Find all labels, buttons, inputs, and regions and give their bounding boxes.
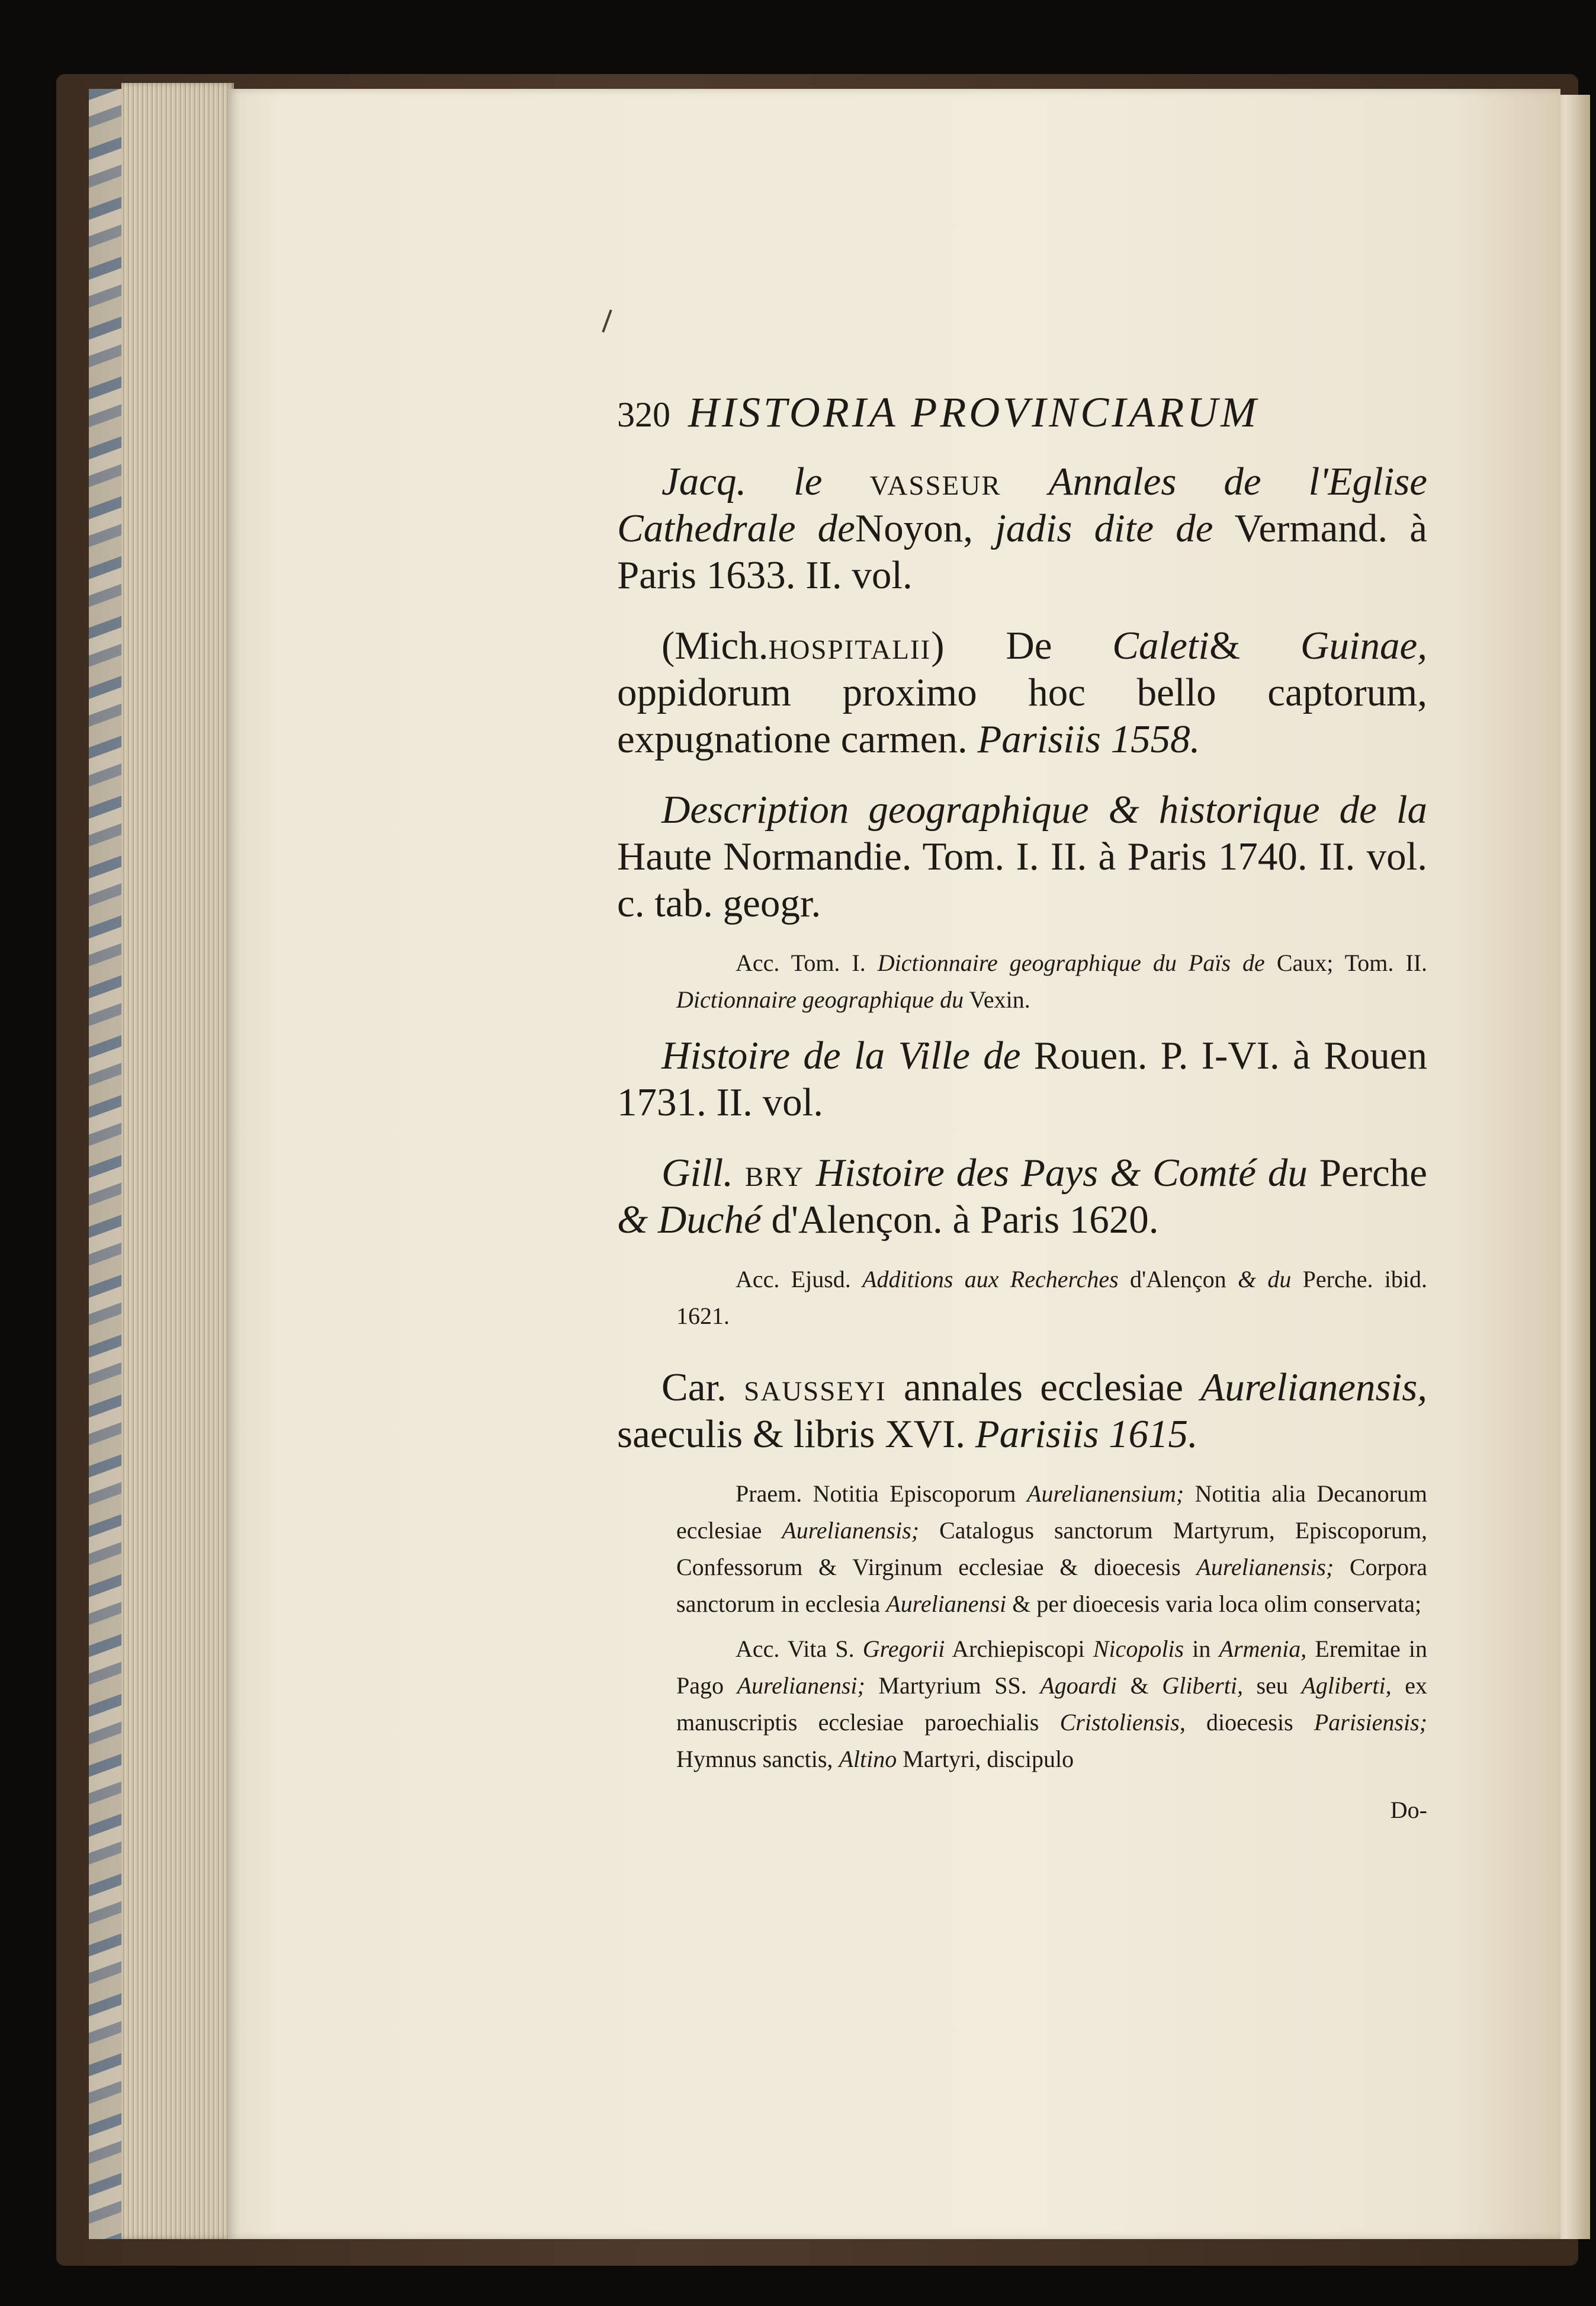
entry-hospitalii: (Mich.hospitalii) De Caleti& Guinae, oppidorum proximo hoc bello captorum, expugnatione carmen. Parisiis 1558. <box>617 624 1427 761</box>
entry-vasseur: Jacq. le vasseur Annales de l'Eglise Cathedrale deNoyon, jadis dite de Vermand. à Paris 1633. II. vol. <box>617 460 1428 597</box>
ink-mark <box>602 310 612 333</box>
entry-bry: Gill. bry Histoire des Pays & Comté du Perche & Duché d'Alençon. à Paris 1620. <box>617 1151 1428 1242</box>
page-text <box>617 391 1427 1829</box>
page-edges <box>121 83 234 2239</box>
catchword: Do- <box>1390 1797 1427 1823</box>
note-vita: Acc. Vita S. Gregorii Archiepiscopi Nicopolis in Armenia, Eremitae in Pago Aurelianensi; Martyrium SS. Agoardi & Gliberti, seu Agliberti, ex manuscriptis ecclesiae paroechialis Cristoliensis, dioecesis Parisiensis; Hymnus sanctis, Altino Martyri, discipulo <box>676 1635 1428 1772</box>
note-normandie: Acc. Tom. I. Dictionnaire geographique du Païs de Caux; Tom. II. Dictionnaire geographique du Vexin. <box>676 950 1428 1013</box>
entry-histoire-rouen: Histoire de la Ville de Rouen. P. I-VI. à Rouen 1731. II. vol. <box>617 1034 1428 1124</box>
page-number: 320 <box>617 395 670 434</box>
entry-sausseyi: Car. sausseyi annales ecclesiae Aurelianensis, saeculis & libris XVI. Parisiis 1615. <box>617 1365 1428 1456</box>
note-praem: Praem. Notitia Episcoporum Aurelianensium; Notitia alia Decanorum ecclesiae Aurelianensis; Catalogus sanctorum Martyrum, Episcoporum, Confessorum & Virginum ecclesiae & dioecesis Aurelianensis; Corpora sanctorum in ecclesia Aurelianensi & per dioecesis varia loca olim conservata; <box>676 1480 1428 1617</box>
running-title: HISTORIA PROVINCIARUM <box>688 389 1260 436</box>
running-header <box>617 391 1427 434</box>
entry-description-normandie: Description geographique & historique de la Haute Normandie. Tom. I. II. à Paris 1740. II. vol. c. tab. geogr. <box>617 788 1427 925</box>
note-alencon: Acc. Ejusd. Additions aux Recherches d'Alençon & du Perche. ibid. 1621. <box>676 1266 1428 1329</box>
